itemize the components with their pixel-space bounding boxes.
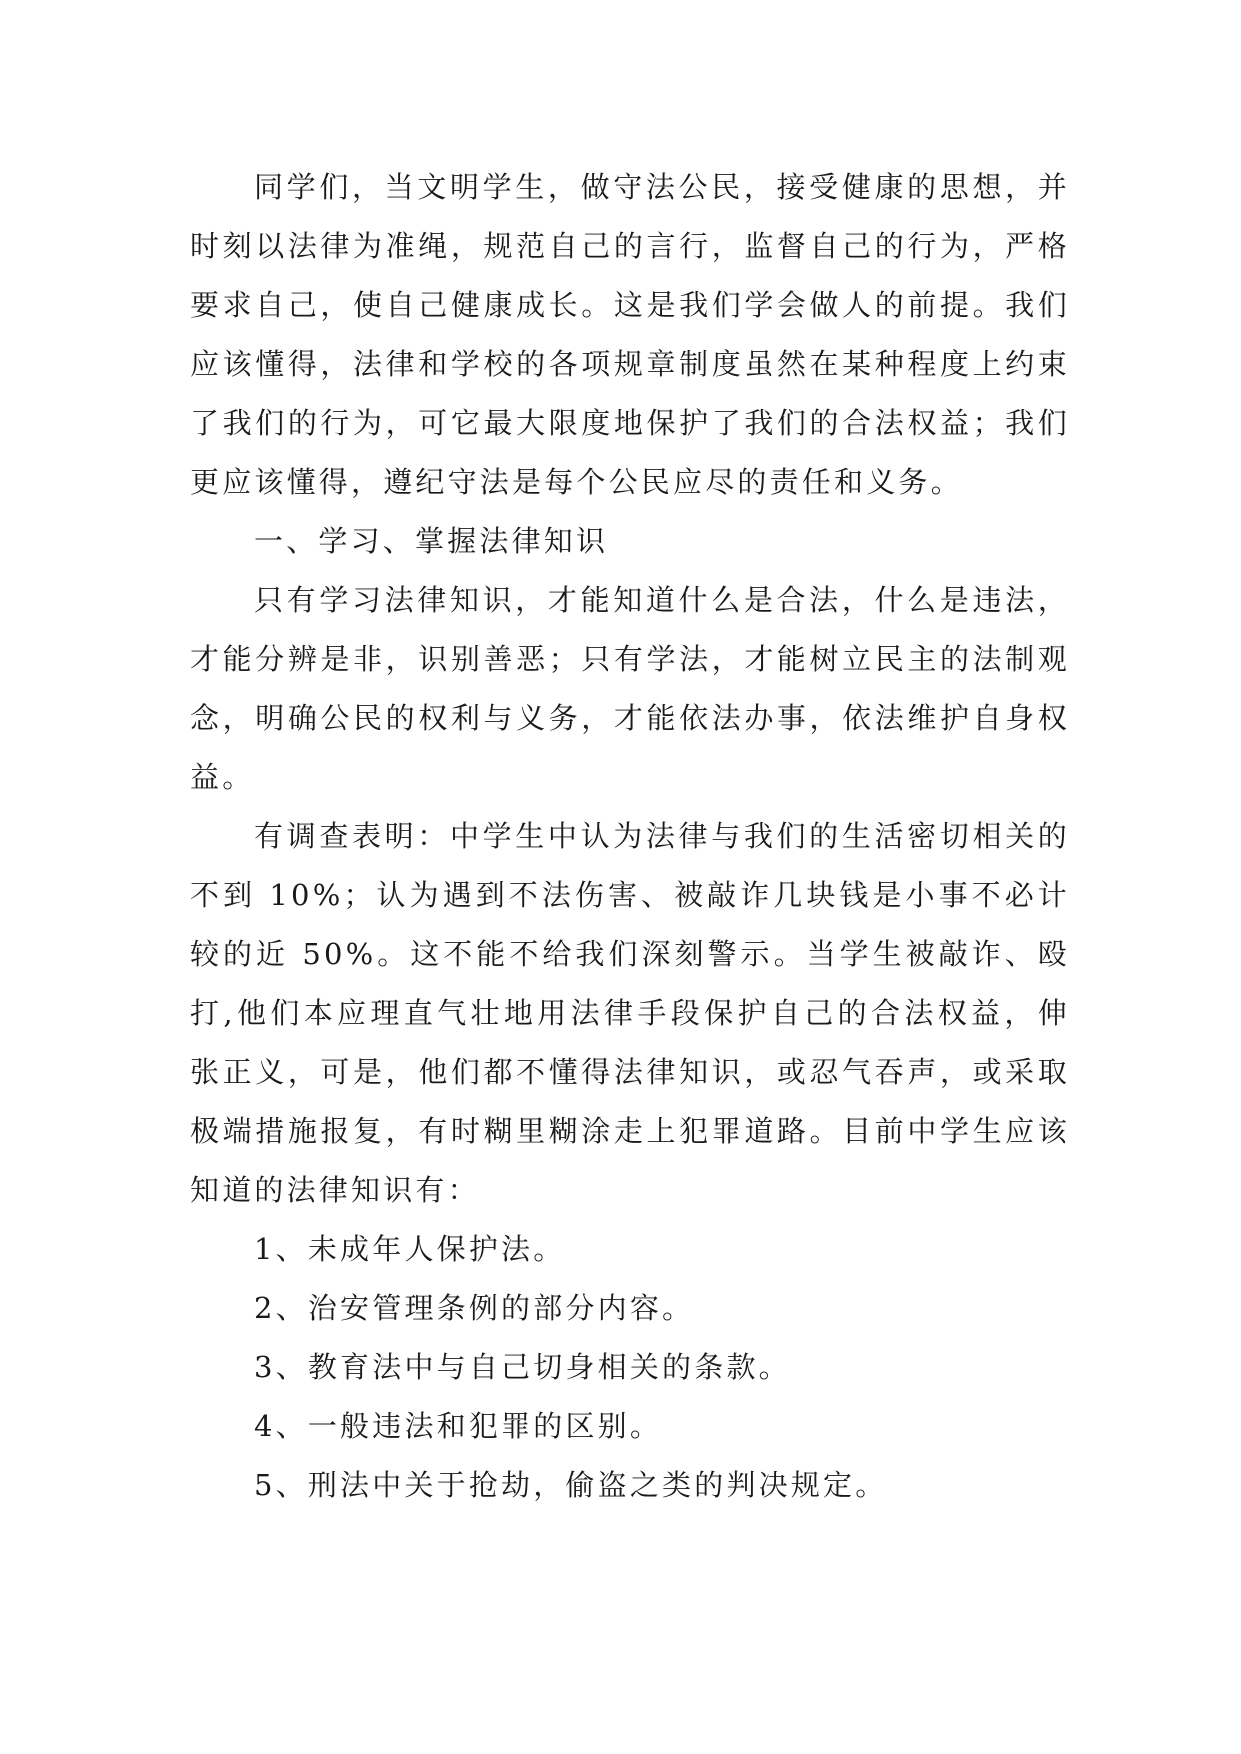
paragraph-learn-law: 只有学习法律知识，才能知道什么是合法，什么是违法，才能分辨是非，识别善恶；只有学法，才能树立民主的法制观念，明确公民的权利与义务，才能依法办事，依法维护自身权益。 <box>190 583 1070 794</box>
paragraph-civil-students: 同学们，当文明学生，做守法公民，接受健康的思想，并时刻以法律为准绳，规范自己的言行，监督自己的行为，严格要求自己，使自己健康成长。这是我们学会做人的前提。我们应该懂得，法律和学校的各项规章制度虽然在某种程度上约束了我们的行为，可它最大限度地保护了我们的合法权益；我们更应该懂得，遵纪守法是每个公民应尽的责任和义务。 <box>190 170 1070 499</box>
list-item: 3、教育法中与自己切身相关的条款。 <box>254 1350 791 1384</box>
list-item: 1、未成年人保护法。 <box>254 1232 566 1266</box>
list-item: 4、一般违法和犯罪的区别。 <box>254 1409 663 1443</box>
paragraph-survey: 有调查表明：中学生中认为法律与我们的生活密切相关的不到 10%；认为遇到不法伤害、被敲诈几块钱是小事不必计较的近 50%。这不能不给我们深刻警示。当学生被敲诈、殴打,他们本应理直气壮地用法律手段保护自己的合法权益，伸张正义，可是，他们都不懂得法律知识，或忍气吞声，或采取极端措施报复，有时糊里糊涂走上犯罪道路。目前中学生应该知道的法律知识有： <box>190 819 1070 1207</box>
list-item: 2、治安管理条例的部分内容。 <box>254 1291 695 1325</box>
law-knowledge-list <box>190 1220 1070 1515</box>
list-item: 5、刑法中关于抢劫，偷盗之类的判决规定。 <box>254 1468 888 1502</box>
section-heading: 一、学习、掌握法律知识 <box>254 524 609 558</box>
